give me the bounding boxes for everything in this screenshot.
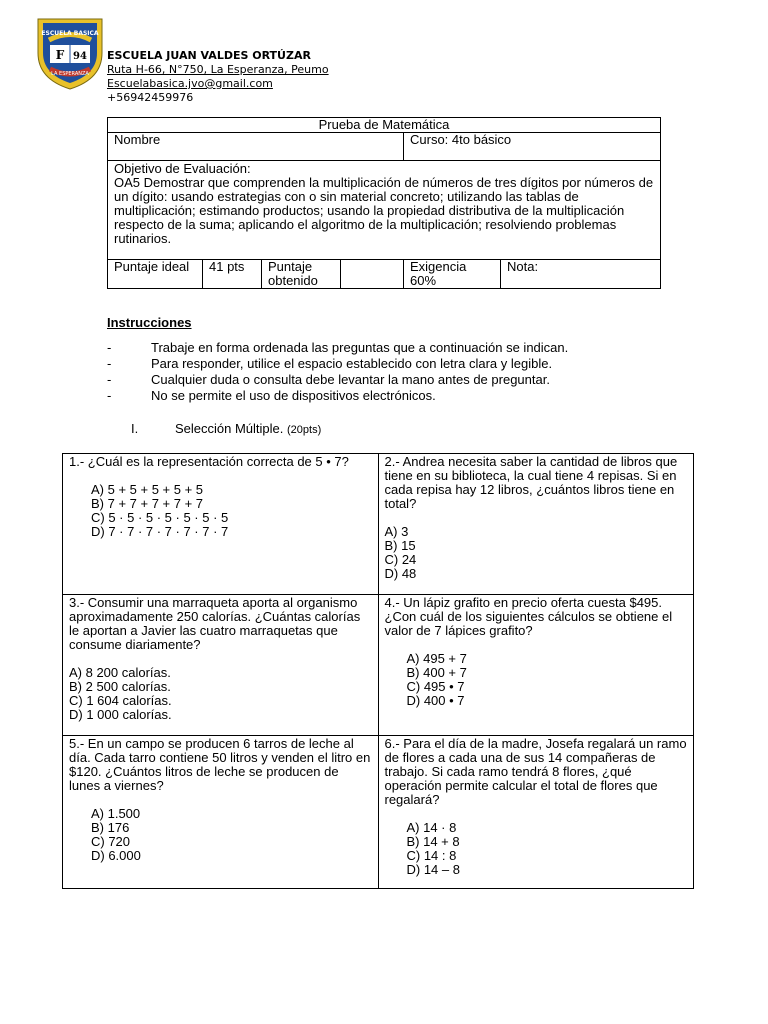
options-list [69, 807, 372, 863]
options-list [69, 666, 372, 722]
option-c[interactable]: C) 720 [91, 834, 131, 849]
option-b[interactable]: B) 176 [91, 820, 130, 835]
obtained-score-value [341, 260, 404, 289]
option-a[interactable]: A) 3 [384, 524, 409, 539]
section-title-text: Selección Múltiple. [175, 421, 284, 436]
question-4 [378, 595, 694, 736]
option-d[interactable]: D) 6.000 [91, 848, 141, 863]
instruction-item: No se permite el uso de dispositivos electrónicos. [151, 388, 436, 403]
option-c[interactable]: C) 14 : 8 [406, 848, 457, 863]
test-title: Prueba de Matemática [108, 118, 661, 133]
logo-left-letter: F [55, 48, 65, 62]
logo-bottom-text: LA ESPERANZA [51, 71, 89, 77]
option-d[interactable]: D) 7 · 7 · 7 · 7 · 7 · 7 · 7 [91, 524, 229, 539]
question-3 [63, 595, 379, 736]
objective-label: Objetivo de Evaluación: [114, 161, 251, 176]
options-list [385, 525, 688, 581]
course-label: Curso: 4to básico [404, 133, 661, 161]
question-text: 2.- Andrea necesita saber la cantidad de libros que tiene en su biblioteca, la cual tiene 4 repisas. Si en cada repisa hay 12 libros, ¿cuántos libros tiene en total? [384, 454, 681, 511]
objective-cell [108, 161, 661, 260]
section-number: I. [131, 421, 139, 436]
question-2 [378, 454, 694, 595]
instruction-dash: - [107, 388, 112, 403]
option-a[interactable]: A) 5 + 5 + 5 + 5 + 5 [91, 482, 204, 497]
school-name: ESCUELA JUAN VALDES ORTÚZAR [107, 49, 311, 62]
option-c[interactable]: C) 24 [384, 552, 417, 567]
question-text: 3.- Consumir una marraqueta aporta al organismo aproximadamente 250 calorías. ¿Cuántas calorías le aportan a Javier las cuatro marraquetas que consume diariamente? [69, 595, 364, 652]
option-a[interactable]: A) 8 200 calorías. [69, 665, 171, 680]
ideal-score-value: 41 pts [203, 260, 262, 289]
options-list [385, 652, 688, 708]
option-c[interactable]: C) 5 · 5 · 5 · 5 · 5 · 5 · 5 [91, 510, 229, 525]
question-text: 4.- Un lápiz grafito en precio oferta cuesta $495. ¿Con cuál de los siguientes cálculos se obtiene el valor de 7 lápices grafito? [384, 595, 673, 638]
school-address: Ruta H-66, N°750, La Esperanza, Peumo [107, 63, 329, 76]
instruction-dash: - [107, 356, 112, 371]
school-email[interactable]: Escuelabasica.jvo@gmail.com [107, 77, 273, 90]
option-d[interactable]: D) 48 [384, 566, 417, 581]
obtained-score-label: Puntaje obtenido [262, 260, 341, 289]
logo-right-number: 94 [73, 51, 87, 62]
test-info-table [107, 117, 661, 289]
school-logo [36, 13, 104, 91]
option-b[interactable]: B) 7 + 7 + 7 + 7 + 7 [91, 496, 204, 511]
instruction-item: Para responder, utilice el espacio establecido con letra clara y legible. [151, 356, 553, 371]
option-a[interactable]: A) 495 + 7 [406, 651, 467, 666]
option-a[interactable]: A) 14 · 8 [406, 820, 457, 835]
question-5 [63, 736, 379, 889]
option-d[interactable]: D) 14 – 8 [406, 862, 460, 877]
instruction-item: Trabaje en forma ordenada las preguntas que a continuación se indican. [151, 340, 569, 355]
options-list [69, 483, 372, 539]
instruction-dash: - [107, 372, 112, 387]
option-c[interactable]: C) 495 • 7 [406, 679, 465, 694]
school-phone: +56942459976 [107, 91, 194, 104]
question-text: 1.- ¿Cuál es la representación correcta de 5 • 7? [69, 454, 349, 469]
question-text: 5.- En un campo se producen 6 tarros de leche al día. Cada tarro contiene 50 litros y venden el litro en $120. ¿Cuántos litros de leche se producen de lunes a viernes? [69, 736, 374, 793]
question-text: 6.- Para el día de la madre, Josefa regalará un ramo de flores a cada una de sus 14 compañeras de trabajo. Si cada ramo tendrá 8 flores, ¿qué operación permite calcular el total de flores que regalará? [384, 736, 691, 807]
option-a[interactable]: A) 1.500 [91, 806, 141, 821]
instruction-item: Cualquier duda o consulta debe levantar la mano antes de preguntar. [151, 372, 550, 387]
option-d[interactable]: D) 1 000 calorías. [69, 707, 172, 722]
option-b[interactable]: B) 14 + 8 [406, 834, 460, 849]
option-b[interactable]: B) 15 [384, 538, 416, 553]
options-list [385, 821, 688, 877]
question-6 [378, 736, 694, 889]
logo-top-text: ESCUELA BASICA [41, 30, 99, 37]
grade-label: Nota: [501, 260, 661, 289]
ideal-score-label: Puntaje ideal [108, 260, 203, 289]
instruction-dash: - [107, 340, 112, 355]
option-c[interactable]: C) 1 604 calorías. [69, 693, 172, 708]
questions-table [62, 453, 694, 889]
option-b[interactable]: B) 2 500 calorías. [69, 679, 171, 694]
name-label: Nombre [108, 133, 404, 161]
instructions-title: Instrucciones [107, 315, 192, 330]
exigencia-label: Exigencia 60% [404, 260, 501, 289]
option-d[interactable]: D) 400 • 7 [406, 693, 465, 708]
section-title [175, 421, 321, 436]
objective-text: OA5 Demostrar que comprenden la multiplicación de números de tres dígitos por números de un dígito: usando estrategias con o sin material concreto; utilizando las tablas de multiplicación; estimando productos; usando la propiedad distributiva de la multiplicación respecto de la suma; aplicando el algoritmo de la multiplicación; resolviendo problemas rutinarios. [114, 175, 654, 246]
section-points: (20pts) [287, 424, 322, 436]
question-1 [63, 454, 379, 595]
option-b[interactable]: B) 400 + 7 [406, 665, 467, 680]
